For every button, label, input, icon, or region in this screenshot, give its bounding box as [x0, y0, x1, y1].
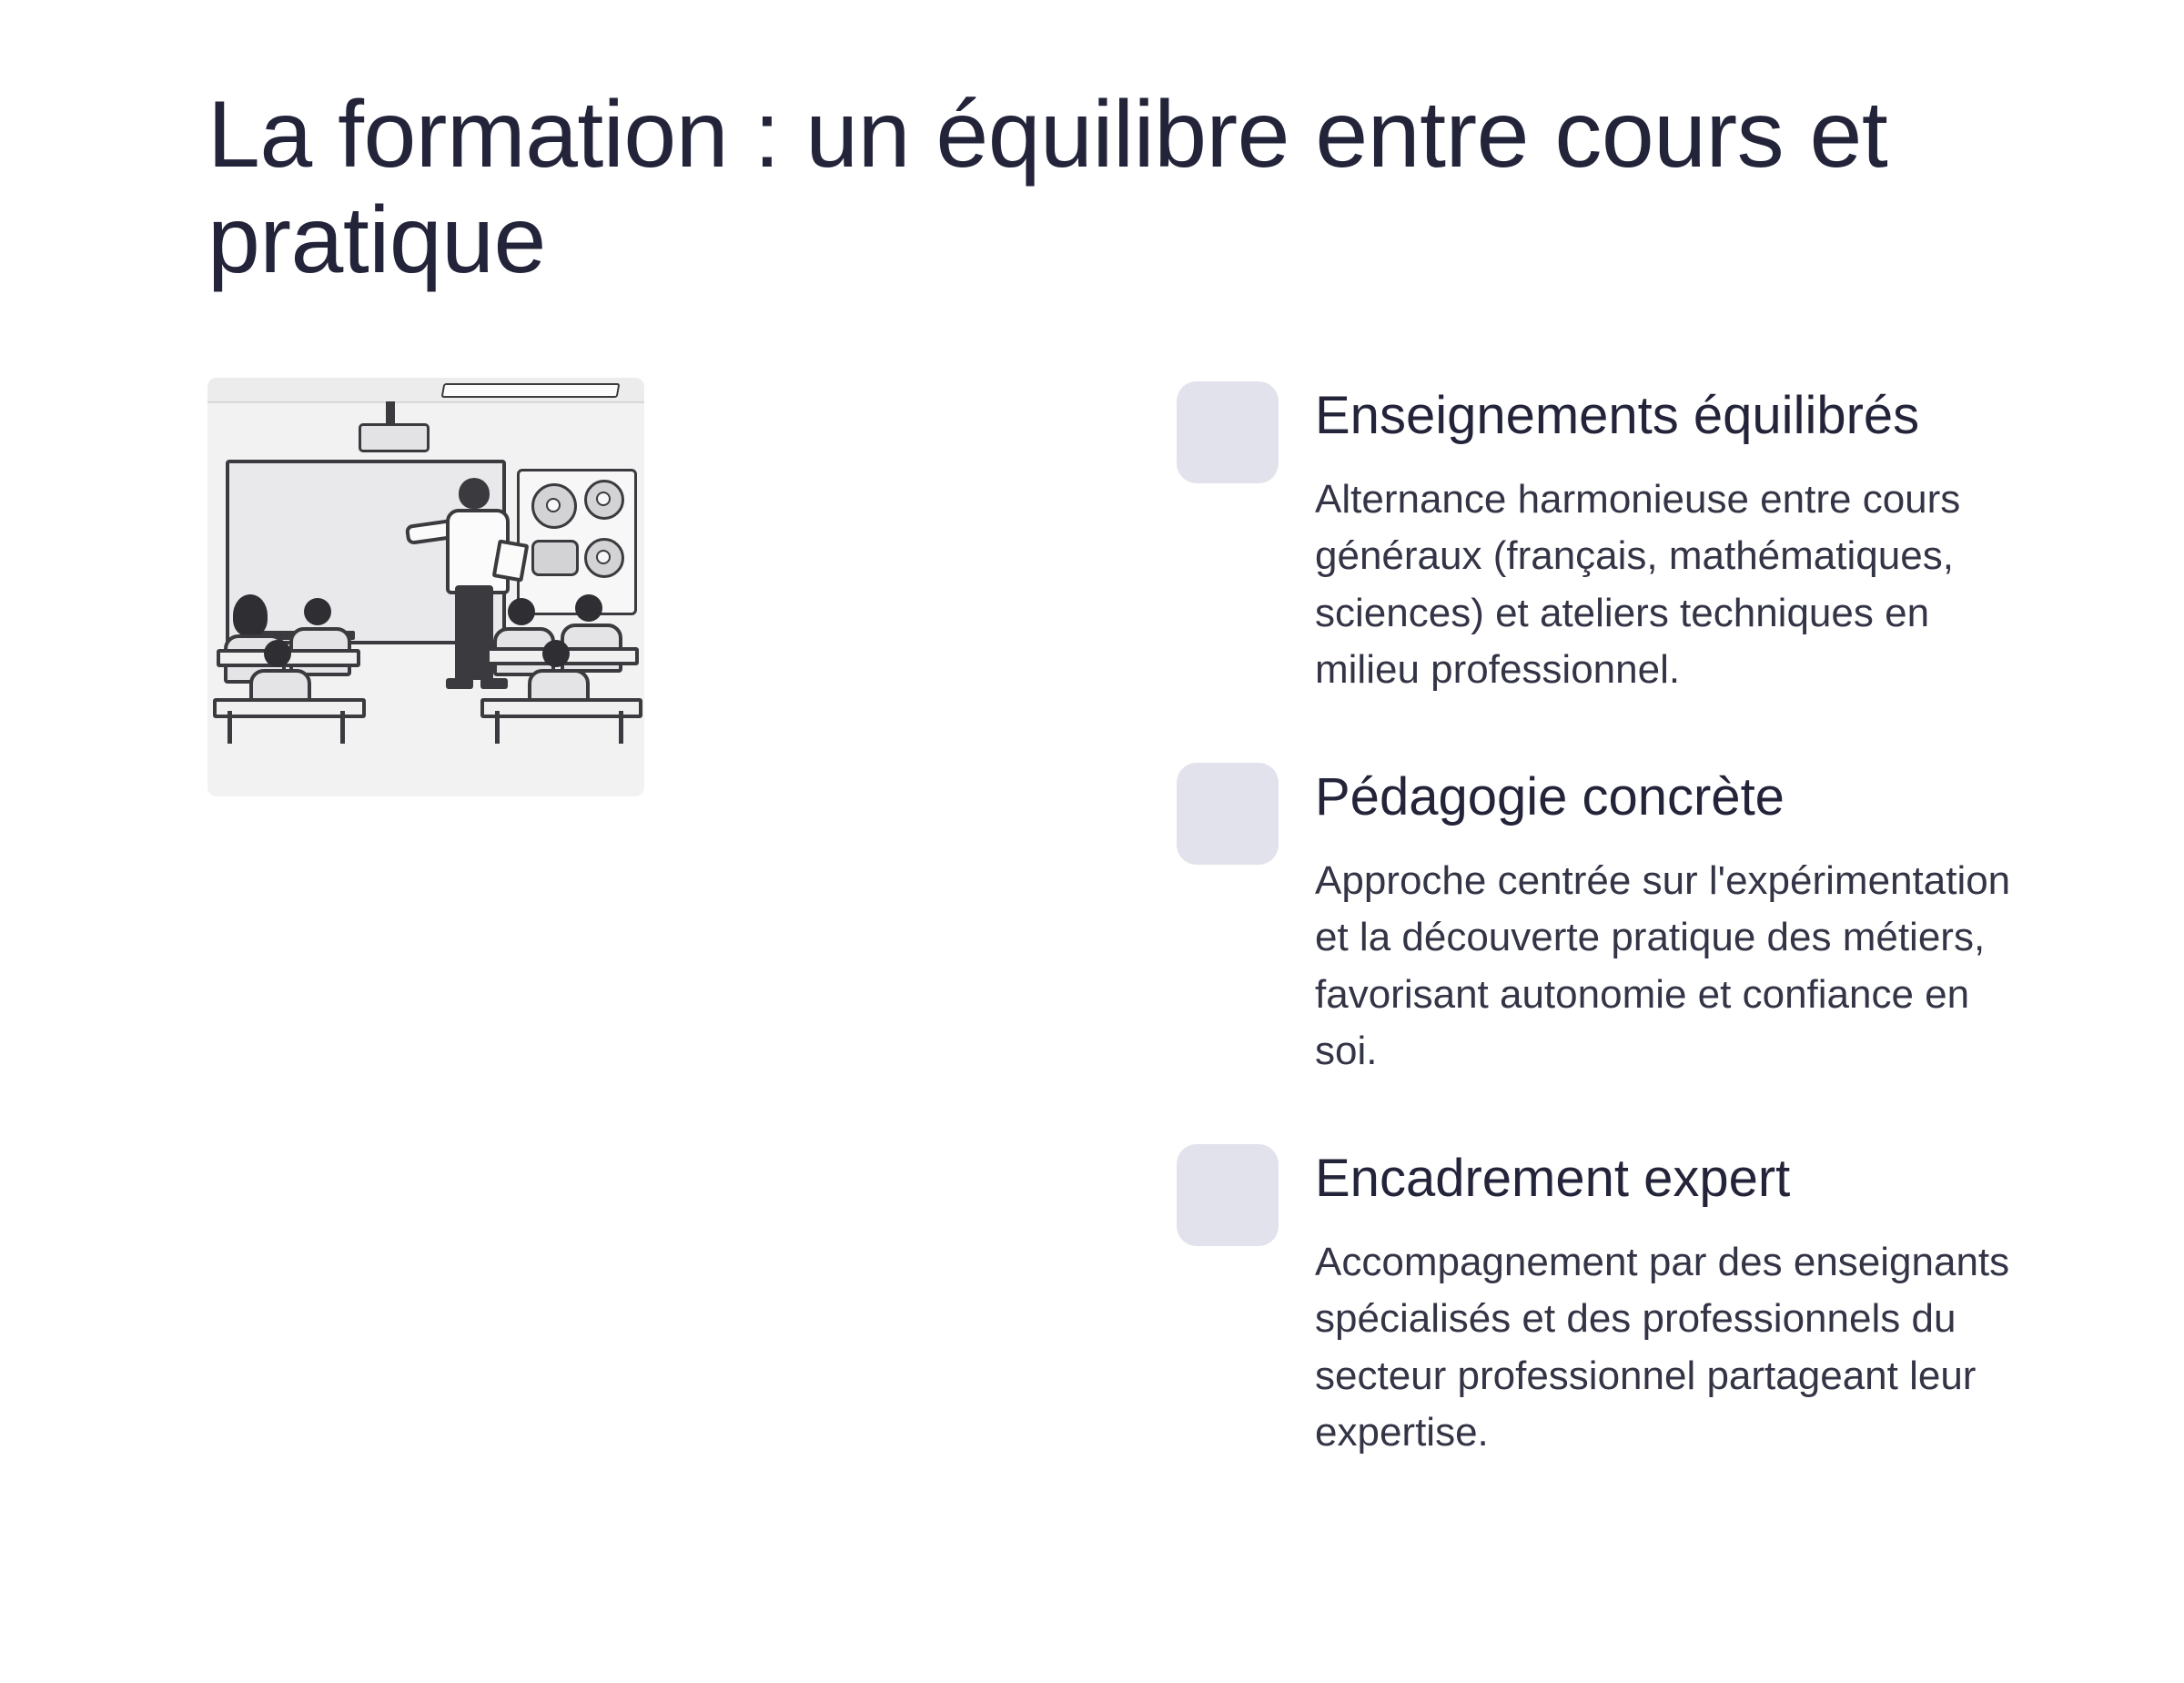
feature-description: Accompagnement par des enseignants spécialisés et des professionnels du secteur professionnel partageant leur expertise.: [1315, 1239, 2010, 1455]
desk-leg: [619, 711, 623, 744]
classroom-illustration: [207, 378, 644, 796]
teacher-head: [459, 478, 490, 509]
illustration-column: [207, 378, 644, 796]
feature-text: [1315, 759, 2027, 1080]
projector-icon: [359, 423, 430, 452]
feature-text: [1315, 1141, 2027, 1462]
gear-hole: [546, 498, 561, 512]
student-head: [542, 640, 570, 667]
book-icon: [492, 539, 530, 582]
teacher-shoe: [446, 678, 473, 689]
gear-hole: [596, 550, 611, 564]
teacher-legs: [455, 585, 493, 680]
student-head: [264, 640, 291, 667]
ceiling-light-icon: [441, 383, 621, 398]
desk-leg: [340, 711, 345, 744]
feature-title: Encadrement expert: [1315, 1148, 1791, 1208]
desk-leg: [495, 711, 500, 744]
rounded-square-icon: [1177, 1144, 1279, 1246]
rounded-square-icon: [1177, 763, 1279, 865]
feature-description: Approche centrée sur l'expérimentation et la découverte pratique des métiers, favorisant autonomie et confiance en soi.: [1315, 857, 2011, 1074]
gear-hole: [596, 492, 611, 506]
student-head: [508, 598, 535, 625]
student-head: [233, 594, 268, 636]
feature-title: Enseignements équilibrés: [1315, 386, 1920, 445]
feature-item: [1177, 378, 2027, 699]
feature-title: Pédagogie concrète: [1315, 766, 1785, 826]
engine-icon: [531, 540, 579, 576]
rounded-square-icon: [1177, 381, 1279, 483]
desk-leg: [228, 711, 232, 744]
feature-description: Alternance harmonieuse entre cours généraux (français, mathématiques, sciences) et ateliers techniques en milieu professionnel.: [1315, 476, 1961, 693]
page-title: La formation : un équilibre entre cours et pratique: [207, 81, 1888, 294]
teacher-shoe: [480, 678, 508, 689]
student-head: [304, 598, 331, 625]
feature-item: [1177, 759, 2027, 1080]
feature-text: [1315, 378, 2027, 699]
slide-content: [207, 378, 2027, 1461]
feature-item: [1177, 1141, 2027, 1462]
student-head: [575, 594, 602, 622]
projector-mount: [386, 401, 395, 425]
feature-list: [1177, 378, 2027, 1461]
